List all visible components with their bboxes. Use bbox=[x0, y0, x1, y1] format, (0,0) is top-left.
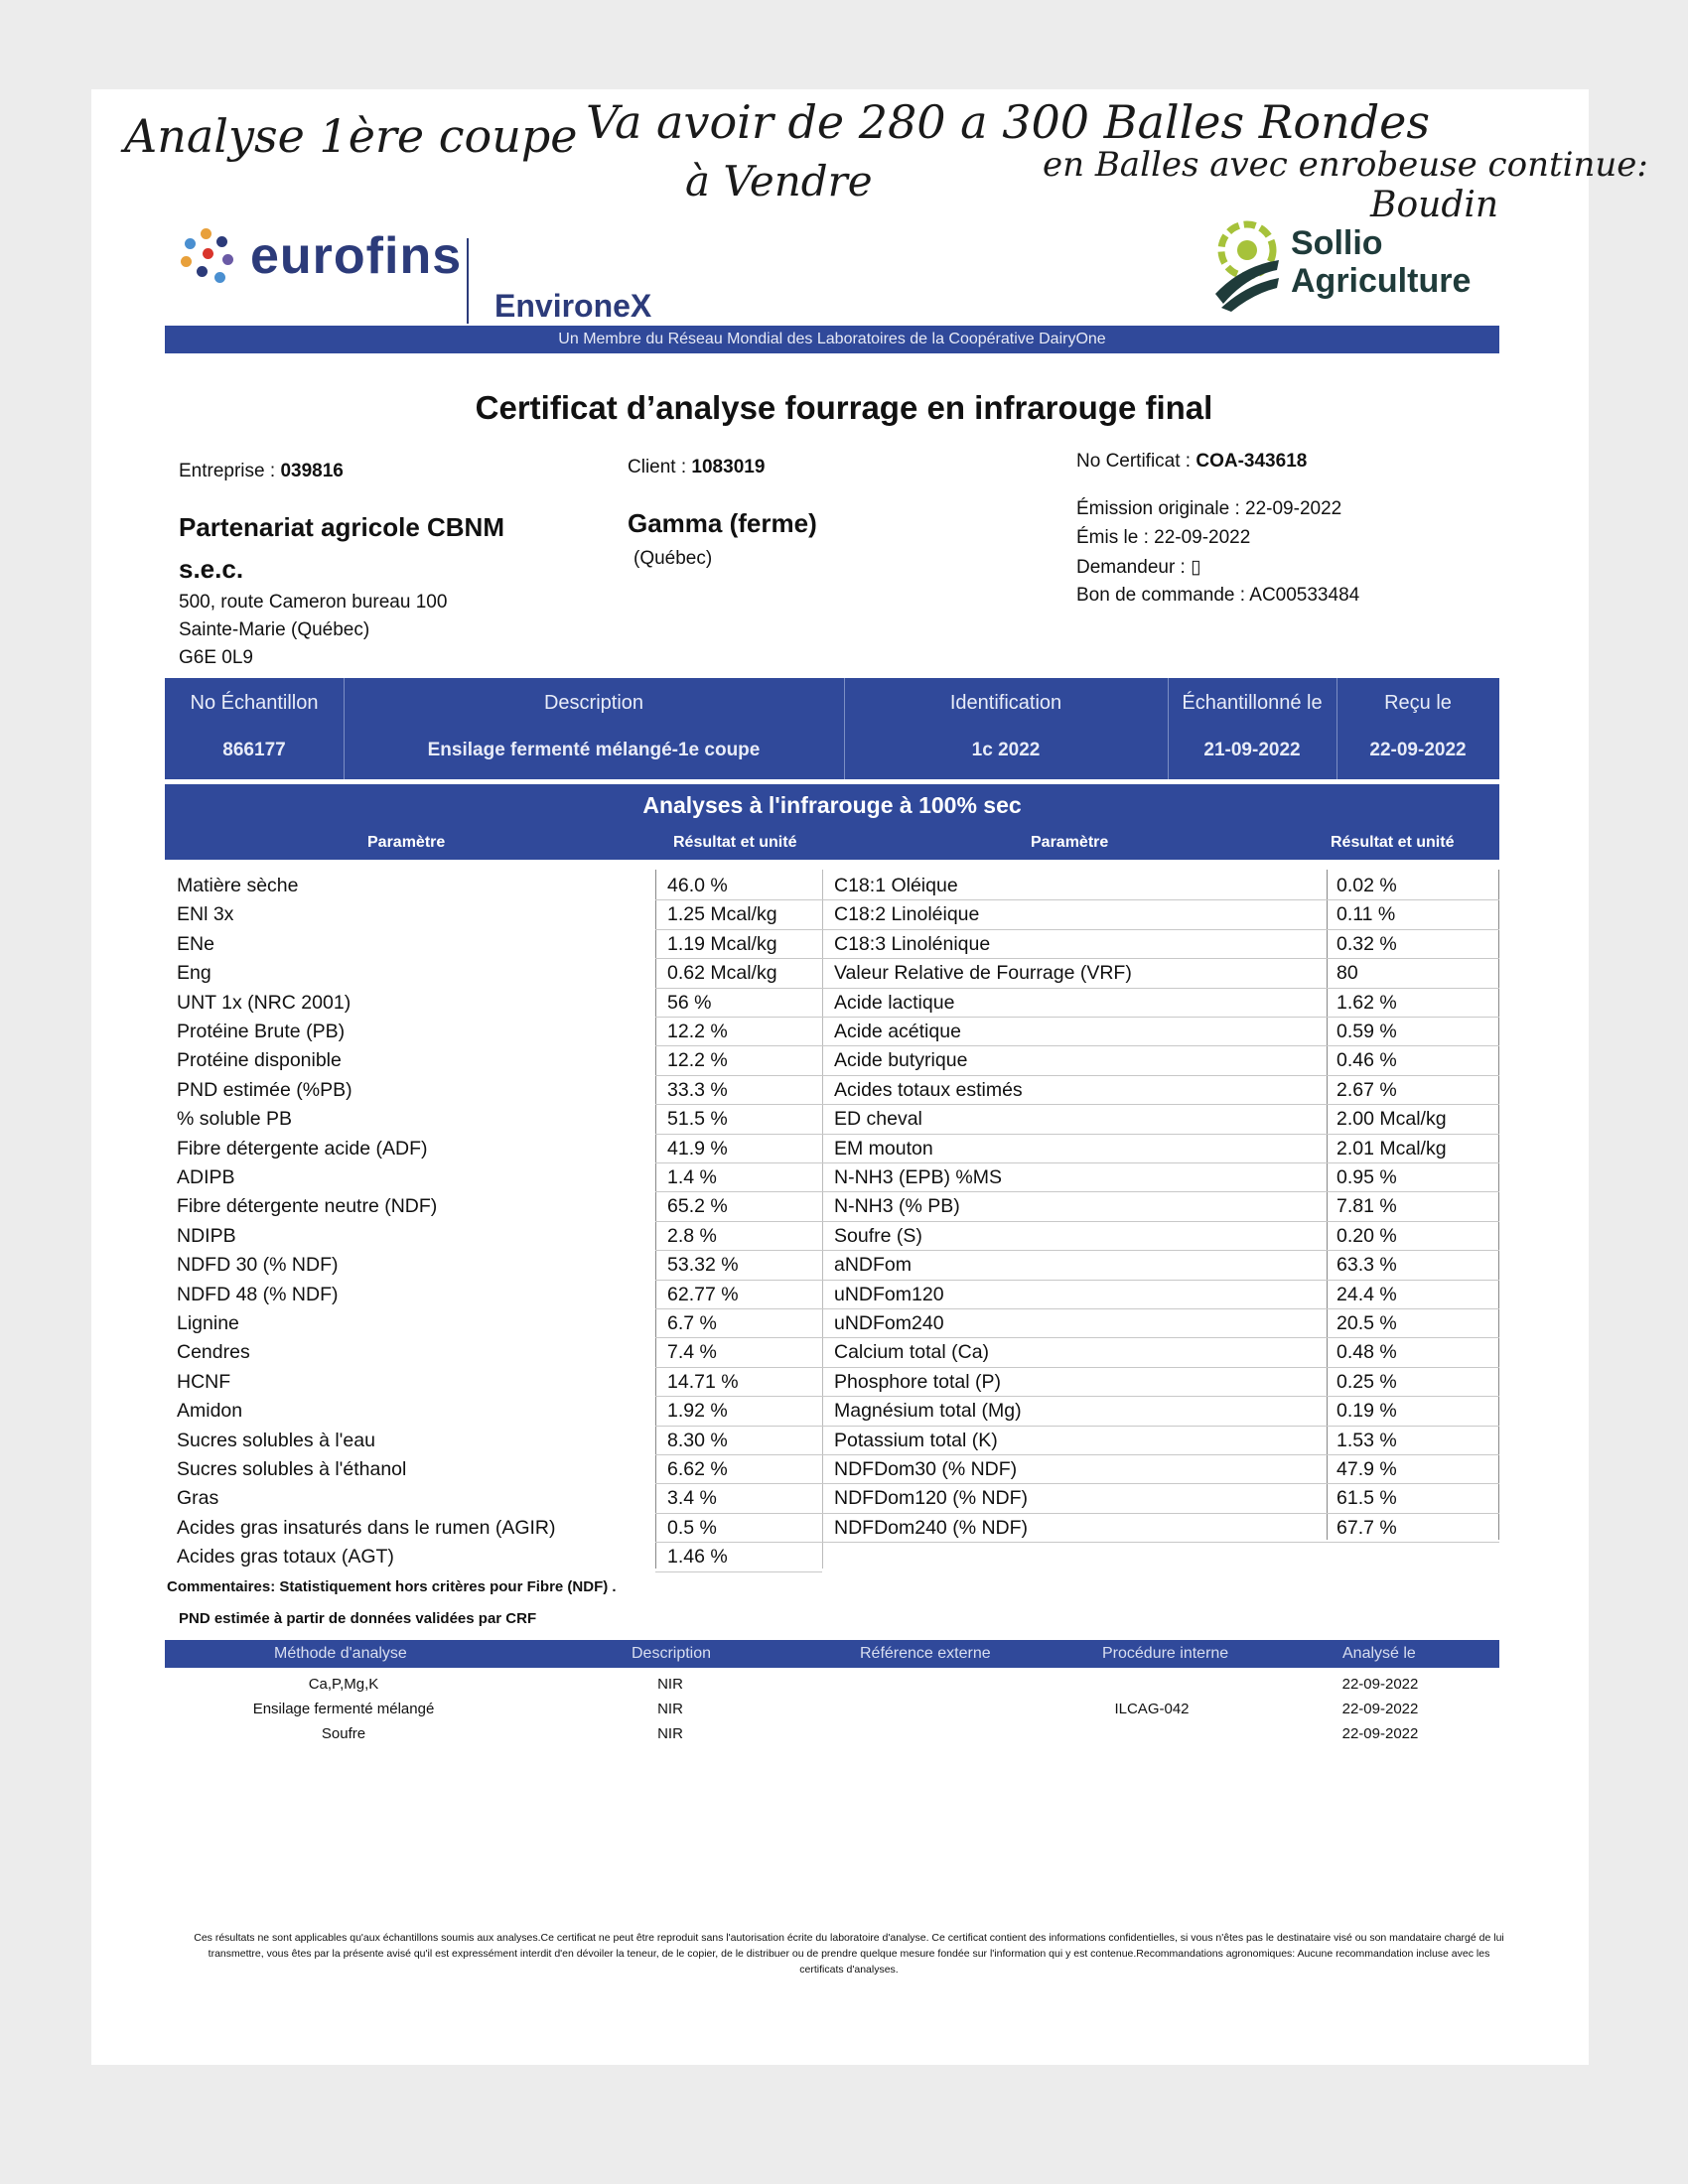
right-param-name: C18:1 Oléique bbox=[834, 875, 958, 896]
right-param-value: 47.9 % bbox=[1336, 1458, 1397, 1480]
left-param-name: UNT 1x (NRC 2001) bbox=[177, 991, 352, 1014]
analyses-title: Analyses à l'infrarouge à 100% sec bbox=[642, 792, 1022, 818]
right-param-value: 2.01 Mcal/kg bbox=[1336, 1137, 1447, 1160]
sample-col-received bbox=[1336, 678, 1499, 779]
left-param-value: 12.2 % bbox=[667, 1049, 728, 1072]
left-param-name: Cendres bbox=[177, 1341, 250, 1364]
left-param-name: HCNF bbox=[177, 1370, 231, 1393]
left-param-value: 1.25 Mcal/kg bbox=[667, 903, 777, 926]
company-suffix: s.e.c. bbox=[179, 554, 244, 584]
method-cell: ILCAG-042 bbox=[1114, 1701, 1190, 1717]
method-cell: 22-09-2022 bbox=[1341, 1725, 1419, 1742]
right-param-name: Potassium total (K) bbox=[834, 1429, 998, 1451]
right-param-name: Acide lactique bbox=[834, 991, 955, 1014]
sample-col-sampled bbox=[1168, 678, 1337, 779]
left-param-name: ENe bbox=[177, 932, 214, 955]
right-param-name: aNDFom bbox=[834, 1254, 913, 1277]
handwritten-note-bales: Va avoir de 280 a 300 Balles Rondes bbox=[586, 95, 1430, 149]
left-param-value: 56 % bbox=[667, 991, 712, 1014]
row-separator bbox=[655, 1571, 822, 1572]
method-cell: NIR bbox=[657, 1725, 683, 1742]
row-separator bbox=[822, 1250, 1499, 1251]
purchase-order: Bon de commande : AC00533484 bbox=[1076, 585, 1360, 606]
right-param-name: Acides totaux estimés bbox=[834, 1078, 1023, 1101]
right-param-value: 24.4 % bbox=[1336, 1283, 1397, 1305]
left-param-name: NDFD 30 (% NDF) bbox=[177, 1254, 339, 1277]
method-cell: NIR bbox=[657, 1701, 683, 1717]
right-param-name: uNDFom240 bbox=[834, 1312, 944, 1334]
environex-wordmark: EnvironeX bbox=[494, 288, 652, 324]
left-param-value: 12.2 % bbox=[667, 1021, 728, 1042]
left-param-name: Protéine disponible bbox=[177, 1049, 342, 1072]
client-label: Client : bbox=[628, 457, 692, 478]
left-param-name: Gras bbox=[177, 1487, 219, 1510]
left-result-header: Résultat et unité bbox=[673, 834, 797, 851]
right-param-name: NDFDom240 (% NDF) bbox=[834, 1516, 1029, 1539]
right-param-value: 0.59 % bbox=[1336, 1021, 1397, 1042]
right-param-value: 0.20 % bbox=[1336, 1224, 1397, 1247]
eurofins-wordmark: eurofins bbox=[250, 227, 463, 285]
left-param-value: 41.9 % bbox=[667, 1137, 728, 1160]
certificate-number-line bbox=[1076, 451, 1307, 473]
methods-header-internal: Procédure interne bbox=[1102, 1645, 1229, 1662]
comment-line-2: PND estimée à partir de données validées par CRF bbox=[179, 1610, 537, 1627]
right-param-name: Magnésium total (Mg) bbox=[834, 1400, 1022, 1423]
left-param-value: 1.92 % bbox=[667, 1400, 728, 1423]
sample-header-number: No Échantillon bbox=[190, 692, 319, 714]
certificate-number: COA-343618 bbox=[1196, 451, 1308, 472]
left-param-name: Eng bbox=[177, 962, 211, 985]
company-name: Partenariat agricole CBNM bbox=[179, 512, 504, 542]
method-cell: 22-09-2022 bbox=[1341, 1676, 1419, 1693]
entreprise-number: 039816 bbox=[280, 461, 344, 481]
eurofins-logo bbox=[179, 226, 462, 286]
left-param-value: 53.32 % bbox=[667, 1254, 739, 1277]
right-param-value: 7.81 % bbox=[1336, 1195, 1397, 1218]
left-param-value: 46.0 % bbox=[667, 875, 728, 896]
right-param-value: 1.62 % bbox=[1336, 991, 1397, 1014]
issued-date: Émis le : 22-09-2022 bbox=[1076, 527, 1251, 548]
original-emission: Émission originale : 22-09-2022 bbox=[1076, 498, 1342, 519]
right-param-value: 0.19 % bbox=[1336, 1400, 1397, 1423]
right-param-value: 2.67 % bbox=[1336, 1078, 1397, 1101]
right-param-name: C18:3 Linolénique bbox=[834, 932, 991, 955]
left-param-name: NDFD 48 (% NDF) bbox=[177, 1283, 339, 1305]
handwritten-note-for-sale: à Vendre bbox=[685, 157, 873, 205]
right-param-name: Calcium total (Ca) bbox=[834, 1341, 990, 1364]
left-param-value: 0.5 % bbox=[667, 1516, 717, 1539]
right-param-value: 0.46 % bbox=[1336, 1049, 1397, 1072]
left-param-value: 2.8 % bbox=[667, 1224, 717, 1247]
row-separator bbox=[822, 1542, 1499, 1543]
left-param-value: 6.7 % bbox=[667, 1312, 717, 1334]
right-param-name: NDFDom30 (% NDF) bbox=[834, 1458, 1018, 1480]
right-param-value: 80 bbox=[1336, 962, 1358, 985]
left-result-divider bbox=[655, 870, 656, 1569]
method-cell: 22-09-2022 bbox=[1341, 1701, 1419, 1717]
right-param-header: Paramètre bbox=[1031, 834, 1109, 851]
right-param-value: 61.5 % bbox=[1336, 1487, 1397, 1510]
sample-header-received: Reçu le bbox=[1384, 692, 1452, 714]
left-param-name: NDIPB bbox=[177, 1224, 236, 1247]
left-param-value: 8.30 % bbox=[667, 1429, 728, 1451]
left-param-value: 6.62 % bbox=[667, 1458, 728, 1480]
client-number: 1083019 bbox=[691, 457, 766, 478]
certificate-label: No Certificat : bbox=[1076, 451, 1196, 472]
right-edge-divider bbox=[1498, 870, 1499, 1540]
left-param-value: 1.46 % bbox=[667, 1546, 728, 1569]
left-param-name: Sucres solubles à l'eau bbox=[177, 1429, 375, 1451]
entreprise-label: Entreprise : bbox=[179, 461, 281, 481]
right-param-name: uNDFom120 bbox=[834, 1283, 944, 1305]
sollio-wordmark bbox=[1291, 224, 1471, 300]
left-param-name: Acides gras totaux (AGT) bbox=[177, 1546, 394, 1569]
left-param-name: ENl 3x bbox=[177, 903, 234, 926]
entreprise-line bbox=[179, 461, 344, 482]
client-line bbox=[628, 457, 765, 478]
left-param-value: 51.5 % bbox=[667, 1108, 728, 1131]
right-param-name: C18:2 Linoléique bbox=[834, 903, 980, 926]
sample-header-sampled: Échantillonné le bbox=[1182, 692, 1323, 714]
method-cell: Soufre bbox=[321, 1725, 366, 1742]
right-param-name: Acide butyrique bbox=[834, 1049, 968, 1072]
sample-col-description bbox=[344, 678, 845, 779]
left-param-name: Protéine Brute (PB) bbox=[177, 1021, 346, 1042]
right-param-value: 0.25 % bbox=[1336, 1370, 1397, 1393]
address-line-2: Sainte-Marie (Québec) bbox=[179, 619, 370, 640]
sample-col-identification bbox=[844, 678, 1169, 779]
right-param-name: N-NH3 (% PB) bbox=[834, 1195, 960, 1218]
analyses-header bbox=[165, 784, 1499, 860]
right-param-value: 0.02 % bbox=[1336, 875, 1397, 896]
left-param-value: 62.77 % bbox=[667, 1283, 739, 1305]
right-param-name: ED cheval bbox=[834, 1108, 922, 1131]
sample-identification: 1c 2022 bbox=[971, 740, 1041, 760]
left-param-value: 1.19 Mcal/kg bbox=[667, 932, 777, 955]
sample-header-description: Description bbox=[543, 692, 644, 714]
right-param-value: 0.11 % bbox=[1336, 903, 1396, 926]
right-param-value: 0.48 % bbox=[1336, 1341, 1397, 1364]
right-param-value: 0.95 % bbox=[1336, 1166, 1397, 1188]
comment-line-1: Commentaires: Statistiquement hors critères pour Fibre (NDF) . bbox=[167, 1578, 617, 1595]
left-param-value: 3.4 % bbox=[667, 1487, 717, 1510]
address-line-1: 500, route Cameron bureau 100 bbox=[179, 592, 448, 613]
right-param-value: 0.32 % bbox=[1336, 932, 1397, 955]
right-param-name: Acide acétique bbox=[834, 1021, 961, 1042]
left-param-value: 7.4 % bbox=[667, 1341, 717, 1364]
farm-name: Gamma (ferme) bbox=[628, 508, 817, 538]
right-param-name: Valeur Relative de Fourrage (VRF) bbox=[834, 962, 1132, 985]
left-param-name: % soluble PB bbox=[177, 1108, 292, 1131]
requester: Demandeur : ▯ bbox=[1076, 557, 1201, 578]
method-cell: Ensilage fermenté mélangé bbox=[252, 1701, 435, 1717]
right-param-name: N-NH3 (EPB) %MS bbox=[834, 1166, 1003, 1188]
sample-info-table bbox=[165, 678, 1499, 779]
methods-header-analysed: Analysé le bbox=[1342, 1645, 1416, 1662]
methods-header bbox=[165, 1640, 1499, 1668]
left-param-value: 33.3 % bbox=[667, 1078, 728, 1101]
sample-received-date: 22-09-2022 bbox=[1369, 740, 1467, 760]
right-result-divider bbox=[1327, 870, 1328, 1540]
eurofins-dots-icon bbox=[179, 226, 238, 286]
left-param-header: Paramètre bbox=[367, 834, 446, 851]
row-separator bbox=[822, 1221, 1499, 1222]
left-param-value: 14.71 % bbox=[667, 1370, 739, 1393]
right-param-value: 67.7 % bbox=[1336, 1516, 1397, 1539]
sollio-leaf-icon bbox=[1211, 216, 1283, 312]
method-cell: Ca,P,Mg,K bbox=[308, 1676, 379, 1693]
left-param-name: Fibre détergente acide (ADF) bbox=[177, 1137, 428, 1160]
center-divider bbox=[822, 870, 823, 1569]
left-param-name: Fibre détergente neutre (NDF) bbox=[177, 1195, 438, 1218]
method-cell: NIR bbox=[657, 1676, 683, 1693]
sample-sampled-date: 21-09-2022 bbox=[1203, 740, 1301, 760]
left-param-name: Acides gras insaturés dans le rumen (AGIR) bbox=[177, 1516, 556, 1539]
legal-footer: Ces résultats ne sont applicables qu'aux échantillons soumis aux analyses.Ce certificat ne peut être reproduit sans l'autorisation écrite du laboratoire d'analyse. Ce certificat contient des informations confidentielles, si vous n'êtes pas le destinataire visé ou son mandataire chargé de lui transmettre, vous êtes par la présente avisé qu'il est expressément interdit d'en dévoiler la teneur, de le copier, de le distribuer ou de prendre quelque mesure fondée sur l'information qui y est contenue.Recommandations agronomiques: Aucune recommandation incluse avec les certificats d'analyses. bbox=[194, 1932, 1504, 1976]
left-param-value: 0.62 Mcal/kg bbox=[667, 962, 777, 985]
left-param-name: Amidon bbox=[177, 1400, 243, 1423]
handwritten-note-analysis: Analyse 1ère coupe bbox=[124, 109, 578, 163]
right-param-name: Soufre (S) bbox=[834, 1224, 922, 1247]
right-param-value: 1.53 % bbox=[1336, 1429, 1397, 1451]
postal-code: G6E 0L9 bbox=[179, 647, 253, 668]
left-param-name: Matière sèche bbox=[177, 875, 299, 896]
farm-region: (Québec) bbox=[633, 548, 713, 569]
left-param-value: 65.2 % bbox=[667, 1195, 728, 1218]
left-param-name: ADIPB bbox=[177, 1166, 235, 1188]
sample-number: 866177 bbox=[222, 740, 286, 760]
right-param-value: 20.5 % bbox=[1336, 1312, 1397, 1334]
right-param-name: NDFDom120 (% NDF) bbox=[834, 1487, 1029, 1510]
sollio-line-2: Agriculture bbox=[1291, 262, 1472, 300]
handwritten-note-wrapper: en Balles avec enrobeuse continue: bbox=[1043, 145, 1648, 185]
methods-header-external: Référence externe bbox=[860, 1645, 991, 1662]
methods-header-method: Méthode d'analyse bbox=[274, 1645, 407, 1662]
right-param-value: 2.00 Mcal/kg bbox=[1336, 1108, 1447, 1131]
sollio-line-1: Sollio bbox=[1291, 224, 1383, 262]
right-param-value: 63.3 % bbox=[1336, 1254, 1397, 1277]
right-result-header: Résultat et unité bbox=[1331, 834, 1455, 851]
left-param-name: Sucres solubles à l'éthanol bbox=[177, 1458, 407, 1480]
right-param-name: Phosphore total (P) bbox=[834, 1370, 1002, 1393]
sample-description: Ensilage fermenté mélangé-1e coupe bbox=[427, 740, 761, 760]
left-param-value: 1.4 % bbox=[667, 1166, 717, 1188]
logo-divider bbox=[467, 238, 469, 324]
right-param-name: EM mouton bbox=[834, 1137, 933, 1160]
methods-header-description: Description bbox=[632, 1645, 712, 1662]
left-param-name: Lignine bbox=[177, 1312, 239, 1334]
sample-col-number bbox=[165, 678, 345, 779]
handwritten-note-boudin: Boudin bbox=[1370, 185, 1499, 225]
left-param-name: PND estimée (%PB) bbox=[177, 1078, 352, 1101]
certificate-title: Certificat d’analyse fourrage en infrarouge final bbox=[475, 389, 1213, 426]
network-banner: Un Membre du Réseau Mondial des Laboratoires de la Coopérative DairyOne bbox=[165, 326, 1499, 353]
sample-header-identification: Identification bbox=[949, 692, 1062, 714]
